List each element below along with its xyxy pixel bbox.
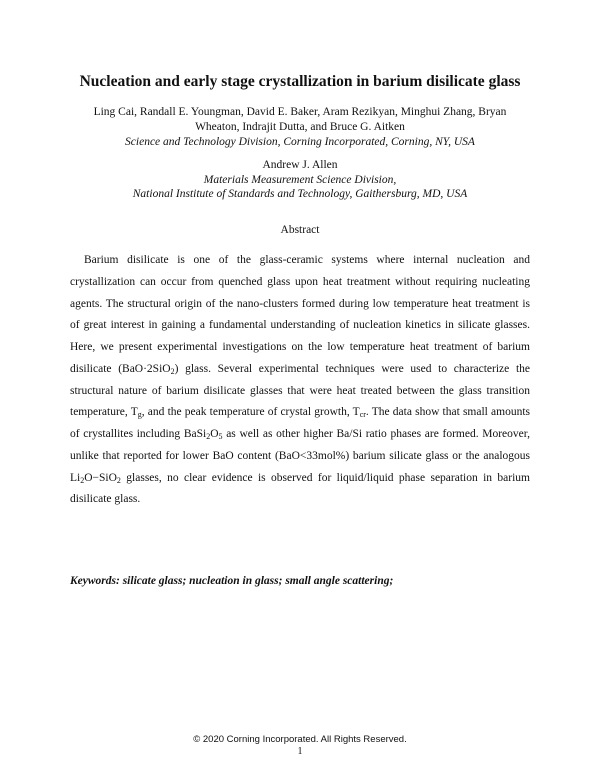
abstract-text-4: . The data show that small amounts of crystallites including BaSi <box>70 406 530 440</box>
affiliation-2-line-2: National Institute of Standards and Technology, Gaithersburg, MD, USA <box>132 188 468 200</box>
abstract-text-2: ) glass. Several experimental techniques were used to characterize the structural nature of barium disilicate glasses that were heat treated between the glass transition temperature, T <box>70 362 530 419</box>
author-list <box>40 105 560 135</box>
abstract-text-1: Barium disilicate is one of the glass-ceramic systems where internal nucleation and crystallization can occur from quenched glass upon heat treatment without requiring nucleating agents. The structural origin of the nano-clusters formed during low temperature heat treatment is of great interest in gaining a fundamental understanding of nucleation kinetics in silicate glasses. Here, we present experimental investigations on the low temperature heat treatment of barium disilicate (BaO·2SiO <box>70 254 530 375</box>
page-number: 1 <box>297 746 303 757</box>
abstract-text-6: as well as other higher Ba/Si ratio phases are formed. Moreover, unlike that reported for lower BaO content (BaO<33mol%) barium silicate glass or the analogous Li <box>70 428 531 484</box>
abstract-text-5: O <box>210 428 219 440</box>
abstract-text-7: O−SiO <box>84 471 117 484</box>
abstract-subscript-2: g <box>137 410 142 420</box>
abstract-subscript-7: 2 <box>116 475 121 485</box>
paper-title: Nucleation and early stage crystallization in barium disilicate glass <box>79 73 521 90</box>
abstract-subscript-6: 2 <box>80 475 85 485</box>
abstract-text-3: , and the peak temperature of crystal growth, T <box>141 406 360 419</box>
abstract-subscript-5: 5 <box>218 432 223 441</box>
affiliation-1: Science and Technology Division, Corning Incorporated, Corning, NY, USA <box>125 136 475 148</box>
keywords: Keywords: silicate glass; nucleation in glass; small angle scattering; <box>70 575 394 587</box>
abstract-body <box>70 250 530 511</box>
second-author: Andrew J. Allen <box>262 159 338 171</box>
abstract-subscript-3: cr <box>359 410 366 420</box>
authors-line-2: Wheaton, Indrajit Dutta, and Bruce G. Aitken <box>195 121 405 133</box>
copyright-footer: © 2020 Corning Incorporated. All Rights Reserved. <box>193 734 407 745</box>
affiliation-2-line-1: Materials Measurement Science Division, <box>203 174 397 186</box>
abstract-text-8: glasses, no clear evidence is observed for liquid/liquid phase separation in barium disilicate glass. <box>70 471 530 506</box>
abstract-subscript-4: 2 <box>206 432 211 441</box>
abstract-subscript-1: 2 <box>170 366 175 376</box>
abstract-heading: Abstract <box>280 224 320 236</box>
authors-line-1: Ling Cai, Randall E. Youngman, David E. Baker, Aram Rezikyan, Minghui Zhang, Bryan <box>93 106 507 118</box>
